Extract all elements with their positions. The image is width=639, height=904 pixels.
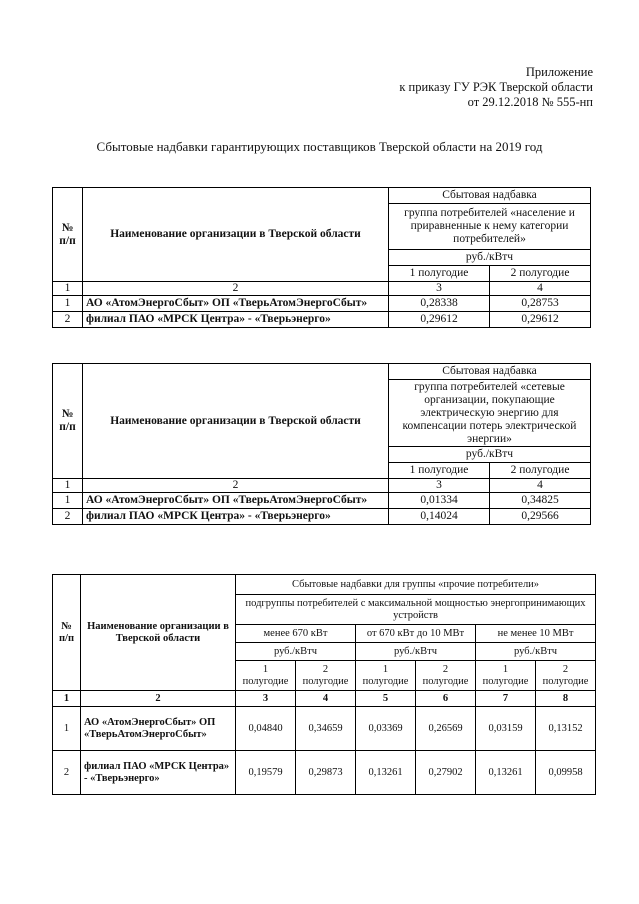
value-cell: 0,04840 — [236, 707, 296, 751]
half2-header: 2 полугодие — [490, 266, 591, 282]
row-num: 1 — [53, 707, 81, 751]
unit-label: руб./кВтч — [389, 250, 591, 266]
row-num: 2 — [53, 509, 83, 525]
band-670kw-10mw: от 670 кВт до 10 МВт — [356, 625, 476, 643]
table-row — [53, 296, 591, 312]
col-header-name: Наименование организации в Тверской области — [83, 188, 389, 282]
value-cell: 0,29612 — [389, 312, 490, 328]
index-cell: 3 — [389, 479, 490, 493]
group-header: Сбытовая надбавка — [389, 188, 591, 204]
order-date: от 29.12.2018 № 555-нп — [467, 95, 593, 109]
value-cell: 0,14024 — [389, 509, 490, 525]
table-row — [53, 751, 596, 795]
band-under-670kw: менее 670 кВт — [236, 625, 356, 643]
value-cell: 0,13152 — [536, 707, 596, 751]
org-name: филиал ПАО «МРСК Центра» - «Тверьэнерго» — [81, 751, 236, 795]
col-header-num: № п/п — [53, 575, 81, 691]
value-cell: 0,27902 — [416, 751, 476, 795]
unit-label: руб./кВтч — [356, 643, 476, 661]
row-num: 1 — [53, 493, 83, 509]
value-cell: 0,26569 — [416, 707, 476, 751]
value-cell: 0,19579 — [236, 751, 296, 795]
page-title: Сбытовые надбавки гарантирующих поставщиков Тверской области на 2019 год — [96, 139, 543, 154]
value-cell: 0,29612 — [490, 312, 591, 328]
group-header: Сбытовая надбавка — [389, 364, 591, 380]
consumer-group: группа потребителей «население и приравненные к нему категории потребителей» — [389, 204, 591, 250]
col-header-num: № п/п — [53, 188, 83, 282]
value-cell: 0,29873 — [296, 751, 356, 795]
consumer-subgroup: подгруппы потребителей с максимальной мощностью энергопринимающих устройств — [236, 595, 596, 625]
table-row — [53, 312, 591, 328]
index-cell: 1 — [53, 691, 81, 707]
org-name: филиал ПАО «МРСК Центра» - «Тверьэнерго» — [83, 509, 389, 525]
appendix-label: Приложение — [525, 65, 593, 79]
row-num: 1 — [53, 296, 83, 312]
half2-header: 2 полугодие — [490, 463, 591, 479]
unit-label: руб./кВтч — [389, 447, 591, 463]
tariff-table-population — [52, 187, 591, 328]
index-cell: 2 — [83, 282, 389, 296]
value-cell: 0,28338 — [389, 296, 490, 312]
row-num: 2 — [53, 751, 81, 795]
order-reference: к приказу ГУ РЭК Тверской области — [399, 80, 593, 94]
index-cell: 3 — [389, 282, 490, 296]
index-cell: 2 — [81, 691, 236, 707]
col-header-num: № п/п — [53, 364, 83, 479]
half2-header: 2 полугодие — [416, 661, 476, 691]
row-num: 2 — [53, 312, 83, 328]
table-row — [53, 493, 591, 509]
band-over-10mw: не менее 10 МВт — [476, 625, 596, 643]
value-cell: 0,29566 — [490, 509, 591, 525]
index-cell: 2 — [83, 479, 389, 493]
value-cell: 0,13261 — [356, 751, 416, 795]
value-cell: 0,03159 — [476, 707, 536, 751]
index-cell: 6 — [416, 691, 476, 707]
index-cell: 4 — [296, 691, 356, 707]
value-cell: 0,13261 — [476, 751, 536, 795]
index-cell: 8 — [536, 691, 596, 707]
value-cell: 0,09958 — [536, 751, 596, 795]
half1-header: 1 полугодие — [389, 463, 490, 479]
half1-header: 1 полугодие — [356, 661, 416, 691]
consumer-group: группа потребителей «сетевые организации, покупающие электрическую энергию для компенсации потерь электрической энергии» — [389, 380, 591, 447]
tariff-table-other-consumers — [52, 574, 596, 795]
index-cell: 1 — [53, 282, 83, 296]
index-cell: 4 — [490, 282, 591, 296]
col-header-name: Наименование организации в Тверской области — [83, 364, 389, 479]
org-name: АО «АтомЭнергоСбыт» ОП «ТверьАтомЭнергоСбыт» — [81, 707, 236, 751]
half1-header: 1 полугодие — [389, 266, 490, 282]
table-row — [53, 707, 596, 751]
value-cell: 0,03369 — [356, 707, 416, 751]
org-name: АО «АтомЭнергоСбыт» ОП «ТверьАтомЭнергоСбыт» — [83, 296, 389, 312]
value-cell: 0,34659 — [296, 707, 356, 751]
value-cell: 0,01334 — [389, 493, 490, 509]
value-cell: 0,28753 — [490, 296, 591, 312]
unit-label: руб./кВтч — [236, 643, 356, 661]
index-cell: 4 — [490, 479, 591, 493]
org-name: АО «АтомЭнергоСбыт» ОП «ТверьАтомЭнергоСбыт» — [83, 493, 389, 509]
index-cell: 7 — [476, 691, 536, 707]
half1-header: 1 полугодие — [476, 661, 536, 691]
col-header-name: Наименование организации в Тверской области — [81, 575, 236, 691]
half2-header: 2 полугодие — [296, 661, 356, 691]
table-row — [53, 509, 591, 525]
index-cell: 5 — [356, 691, 416, 707]
group-header: Сбытовые надбавки для группы «прочие потребители» — [236, 575, 596, 595]
unit-label: руб./кВтч — [476, 643, 596, 661]
index-cell: 1 — [53, 479, 83, 493]
half2-header: 2 полугодие — [536, 661, 596, 691]
document-header — [399, 65, 593, 110]
index-cell: 3 — [236, 691, 296, 707]
value-cell: 0,34825 — [490, 493, 591, 509]
org-name: филиал ПАО «МРСК Центра» - «Тверьэнерго» — [83, 312, 389, 328]
half1-header: 1 полугодие — [236, 661, 296, 691]
tariff-table-grid-losses — [52, 363, 591, 525]
